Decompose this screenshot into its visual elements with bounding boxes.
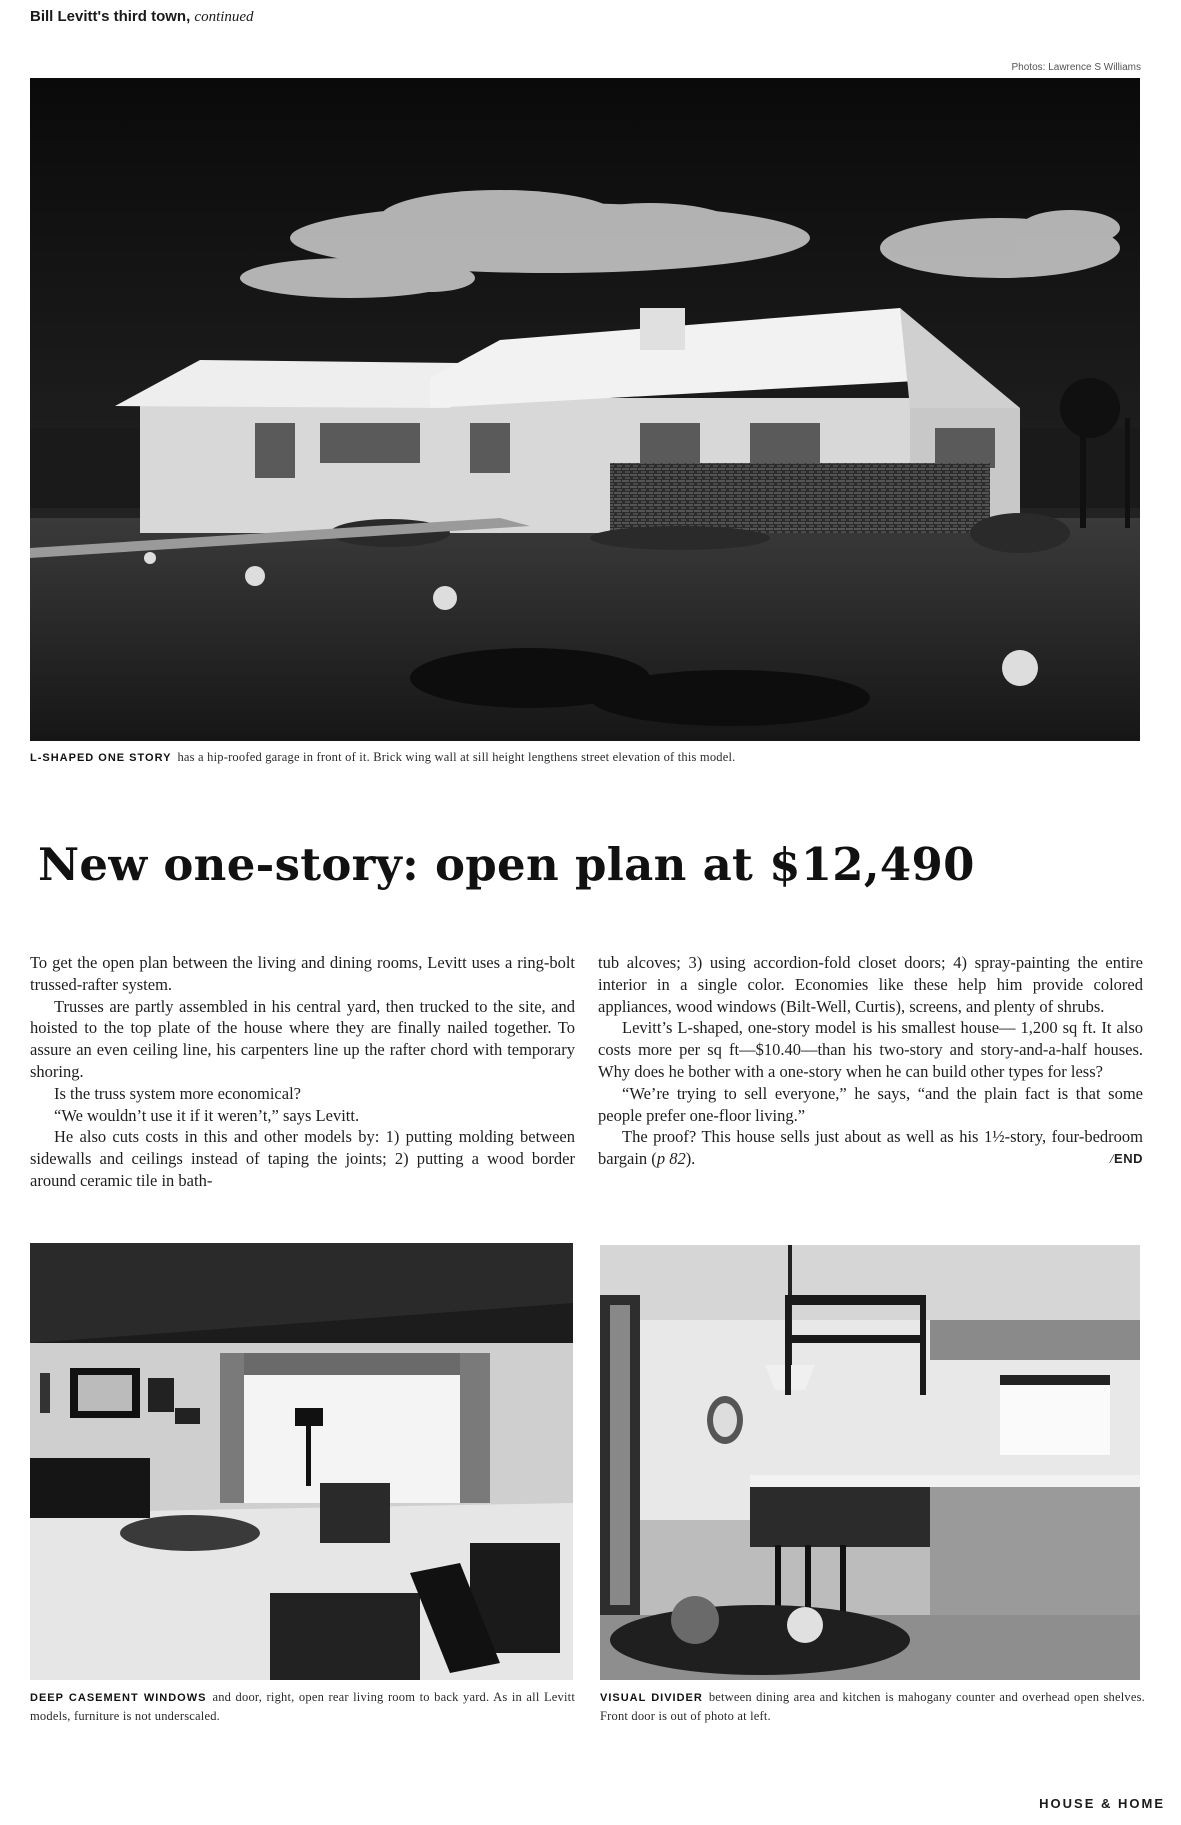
page-reference: p 82 [656, 1149, 686, 1169]
kitchen-caption [600, 1688, 1145, 1725]
kitchen-image [600, 1245, 1140, 1680]
top-photo-caption-text: has a hip-roofed garage in front of it. Brick wing wall at sill height lengthens street elevation of this model. [177, 750, 736, 764]
photo-credit: Photos: Lawrence S Williams [1011, 62, 1141, 73]
living-room-photo [30, 1243, 573, 1680]
end-mark-slash: / [1109, 1151, 1115, 1167]
body-paragraph-last [598, 1126, 1143, 1170]
end-mark-text: END [1114, 1151, 1143, 1167]
article-headline: New one-story: open plan at $12,490 [38, 838, 975, 891]
last-paragraph-start: The proof? This house sells just about as well as his 1½-story, four-bedroom bargain ( [598, 1127, 1143, 1169]
body-paragraph: Trusses are partly assembled in his central yard, then trucked to the site, and hoisted to the top plate of the house where they are finally nailed together. To assure an even ceiling line, his carpenters line up the rafter chord with temporary shoring. [30, 996, 575, 1081]
running-head-title: Bill Levitt's third town, [30, 8, 191, 25]
running-head [30, 8, 254, 26]
living-room-caption [30, 1688, 575, 1725]
end-mark [1086, 1148, 1143, 1170]
running-head-continued: continued [194, 9, 254, 25]
body-paragraph: tub alcoves; 3) using accordion-fold closet doors; 4) spray-painting the entire interior in a single color. Economies like these help him provide colored appliances, wood windows (Bilt-Well, Curtis), screens, and plenty of shrubs. [598, 953, 1143, 1016]
top-photo-caption [30, 748, 1150, 767]
living-room-caption-text: and door, right, open rear living room to back yard. As in all Levitt models, furniture is not underscaled. [30, 1690, 575, 1723]
living-room-image [30, 1243, 573, 1680]
house-exterior-image [30, 78, 1140, 741]
living-room-caption-lead: DEEP CASEMENT WINDOWS [30, 1692, 207, 1704]
body-paragraph: To get the open plan between the living and dining rooms, Levitt uses a ring-bolt trussed-rafter system. [30, 953, 575, 994]
last-paragraph-end: ). [685, 1149, 696, 1169]
body-paragraph: “We’re trying to sell everyone,” he says, “and the plain fact is that some people prefer one-floor living.” [598, 1083, 1143, 1125]
magazine-footer: HOUSE & HOME [1039, 1796, 1165, 1811]
body-paragraph: “We wouldn’t use it if it weren’t,” says Levitt. [54, 1105, 360, 1125]
body-paragraph: He also cuts costs in this and other models by: 1) putting molding between sidewalls and ceilings instead of taping the joints; 2) putting a wood border around ceramic tile in bath- [30, 1127, 575, 1190]
kitchen-caption-text: between dining area and kitchen is mahogany counter and overhead open shelves. Front door is out of photo at left. [600, 1690, 1145, 1723]
kitchen-caption-lead: VISUAL DIVIDER [600, 1692, 703, 1704]
body-left-column [30, 952, 575, 1192]
house-exterior-photo [30, 78, 1140, 741]
body-paragraph: Is the truss system more economical? [54, 1083, 301, 1103]
body-paragraph: Levitt’s L-shaped, one-story model is his smallest house— 1,200 sq ft. It also costs more per sq ft—$10.40—than his two-story and story-and-a-half houses. Why does he bother with a one-story when he can build other types for less? [598, 1018, 1143, 1081]
body-right-column [598, 952, 1143, 1170]
kitchen-photo [600, 1245, 1140, 1680]
top-photo-caption-lead: L-SHAPED ONE STORY [30, 752, 172, 764]
